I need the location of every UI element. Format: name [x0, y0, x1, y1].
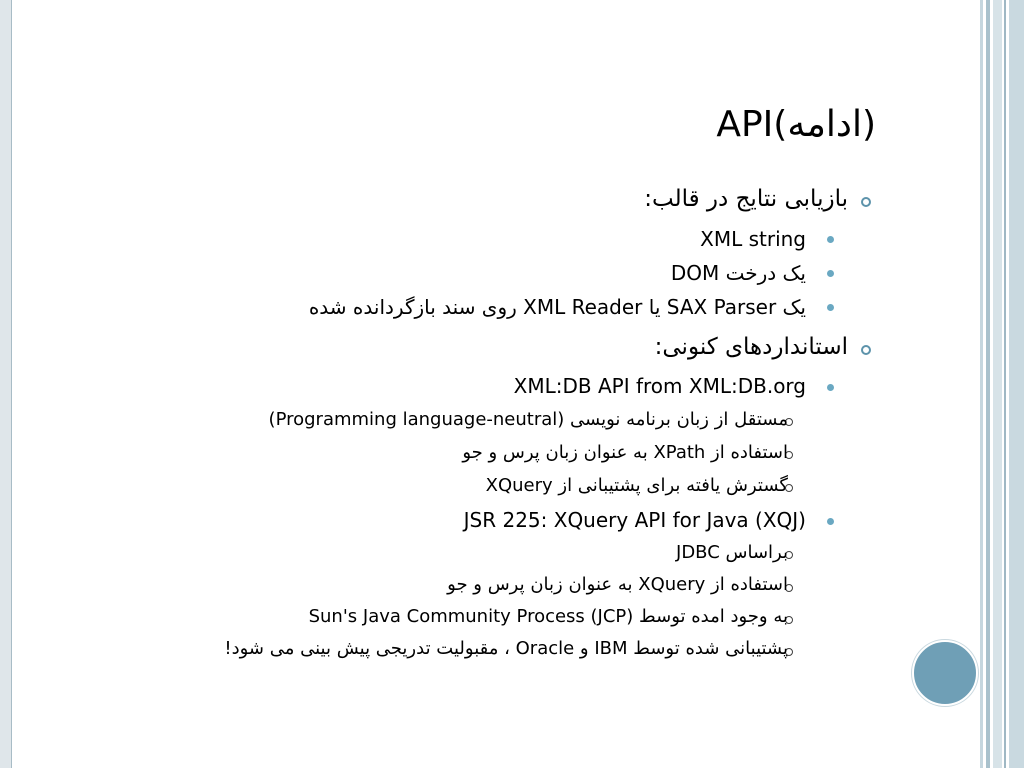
- list-item: XML:DB API from XML:DB.org: [513, 374, 806, 398]
- sub-list-item: به وجود امده توسط Sun's Java Community Process (JCP): [308, 606, 788, 627]
- sub-list-item: مستقل از زبان برنامه نویسی (Programming language-neutral): [268, 409, 788, 430]
- level2-bullet-icon: [827, 270, 834, 277]
- level2-bullet-icon: [827, 384, 834, 391]
- sub-list-item: براساس JDBC: [676, 542, 788, 563]
- section-heading: استانداردهای کنونی:: [654, 334, 848, 360]
- list-item: یک SAX Parser یا XML Reader روی سند بازگردانده شده: [308, 295, 806, 319]
- level2-bullet-icon: [827, 518, 834, 525]
- sub-list-item: استفاده از XPath به عنوان زبان پرس و جو: [462, 442, 788, 463]
- sub-list-item: استفاده از XQuery به عنوان زبان پرس و جو: [447, 574, 788, 595]
- slide-title: API(ادامه): [716, 104, 876, 145]
- sub-list-item: گسترش یافته برای پشتیبانی از XQuery: [485, 475, 788, 496]
- list-item: XML string: [700, 227, 806, 251]
- left-frame-border: [0, 0, 12, 768]
- level1-bullet-icon: [861, 197, 871, 207]
- list-item: یک درخت DOM: [670, 261, 806, 285]
- level2-bullet-icon: [827, 236, 834, 243]
- right-frame-border: [980, 0, 1024, 768]
- level2-bullet-icon: [827, 304, 834, 311]
- level1-bullet-icon: [861, 345, 871, 355]
- section-heading: بازیابی نتایج در قالب:: [644, 186, 848, 212]
- decorative-circle: [912, 640, 978, 706]
- list-item: JSR 225: XQuery API for Java (XQJ): [463, 508, 806, 532]
- sub-list-item: پشتیبانی شده توسط IBM و Oracle ، مقبولیت تدریجی پیش بینی می شود!: [224, 638, 788, 659]
